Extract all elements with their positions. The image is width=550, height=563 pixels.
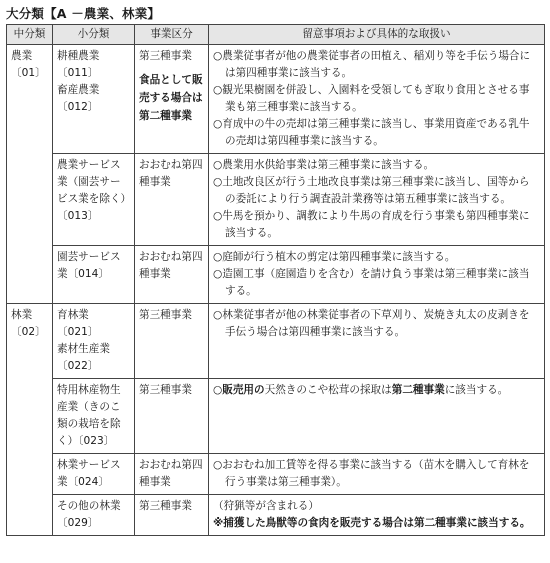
sub-class-cell: 特用林産物生産業（きのこ類の栽培を除く）〔023〕 [53, 379, 135, 454]
notes-cell [209, 495, 545, 536]
sub-class-cell: 園芸サービス業〔014〕 [53, 246, 135, 304]
note-text: 天然きのこや松茸の採取は [264, 384, 392, 396]
table-row [7, 495, 545, 536]
note-line: ○おおむね加工賃等を得る事業に該当する（苗木を購入して育林を行う事業は第三種事業）。 [213, 459, 530, 488]
category-text: 第三種事業 [139, 50, 192, 62]
note-bold-text: ※捕獲した鳥獣等の食肉を販売する場合は第二種事業に該当する。 [213, 517, 531, 529]
middle-class-code: 〔01〕 [11, 67, 46, 79]
note-line: ○造園工事（庭園造りを含む）を請け負う事業は第三種事業に該当する。 [213, 268, 530, 297]
table-row [7, 379, 545, 454]
sub-class-name: 畜産農業 [57, 84, 100, 96]
notes-cell [209, 379, 545, 454]
note-line: ○育成中の牛の売却は第三種事業に該当し、事業用資産である乳牛の売却は第四種事業に該当する。 [213, 118, 530, 147]
sub-class-name: 素材生産業 [57, 343, 110, 355]
middle-class-cell [7, 304, 53, 536]
notes-cell [209, 154, 545, 246]
header-notes: 留意事項および具体的な取扱い [209, 25, 545, 45]
category-cell: 第三種事業 [135, 495, 209, 536]
sub-class-code: 〔012〕 [57, 101, 99, 113]
table-row [7, 45, 545, 154]
category-cell: 第三種事業 [135, 304, 209, 379]
sub-class-code: 〔022〕 [57, 360, 99, 372]
sub-class-cell: 林業サービス業〔024〕 [53, 454, 135, 495]
sub-class-name: 育林業 [57, 309, 89, 321]
sub-class-cell: 農業サービス業（園芸サービス業を除く）〔013〕 [53, 154, 135, 246]
category-note: 食品として販売する場合は第二種事業 [139, 74, 203, 122]
notes-cell [209, 45, 545, 154]
classification-table [6, 24, 545, 536]
category-cell: 第三種事業 [135, 379, 209, 454]
category-cell: おおむね第四種事業 [135, 246, 209, 304]
header-middle-class: 中分類 [7, 25, 53, 45]
sub-class-cell [53, 45, 135, 154]
note-line: ○観光果樹園を併設し、入園料を受領してもぎ取り食用とさせる事業も第三種事業に該当する。 [213, 84, 530, 113]
category-cell: おおむね第四種事業 [135, 454, 209, 495]
note-line: ○農業用水供給事業は第三種事業に該当する。 [213, 159, 435, 171]
header-sub-class: 小分類 [53, 25, 135, 45]
note-line: ○牛馬を預かり、調教により牛馬の育成を行う事業も第四種事業に該当する。 [213, 210, 530, 239]
notes-cell [209, 454, 545, 495]
notes-cell [209, 304, 545, 379]
sub-class-code: 〔011〕 [57, 67, 99, 79]
sub-class-code: 〔021〕 [57, 326, 99, 338]
middle-class-code: 〔02〕 [11, 326, 46, 338]
middle-class-name: 農業 [11, 50, 33, 62]
notes-cell [209, 246, 545, 304]
table-row [7, 454, 545, 495]
note-prefix: ○ [213, 384, 223, 396]
category-cell [135, 45, 209, 154]
note-bold-text: 販売用の [222, 384, 265, 396]
middle-class-cell [7, 45, 53, 304]
category-cell: おおむね第四種事業 [135, 154, 209, 246]
note-line [213, 382, 540, 399]
note-text: （狩猟等が含まれる） [213, 500, 319, 512]
note-line: ○庭師が行う植木の剪定は第四種事業に該当する。 [213, 251, 456, 263]
page-title: 大分類【A －農業、林業】 [6, 6, 161, 21]
middle-class-name: 林業 [11, 309, 33, 321]
note-line: ○農業従事者が他の農業従事者の田植え、稲刈り等を手伝う場合には第四種事業に該当する。 [213, 50, 531, 79]
table-row [7, 246, 545, 304]
header-row [7, 25, 545, 45]
note-text: に該当する。 [444, 384, 509, 396]
note-bold-text: 第二種事業 [391, 384, 445, 396]
note-line: ○林業従事者が他の林業従事者の下草刈り、炭焼き丸太の皮剥きを手伝う場合は第四種事業に該当する。 [213, 309, 530, 338]
sub-class-cell: その他の林業〔029〕 [53, 495, 135, 536]
table-row [7, 304, 545, 379]
sub-class-cell [53, 304, 135, 379]
sub-class-name: 耕種農業 [57, 50, 100, 62]
note-line: ○土地改良区が行う土地改良事業は第三種事業に該当し、国等からの委託により行う調査設計業務等は第五種事業に該当する。 [213, 176, 530, 205]
header-business-category: 事業区分 [135, 25, 209, 45]
table-row [7, 154, 545, 246]
